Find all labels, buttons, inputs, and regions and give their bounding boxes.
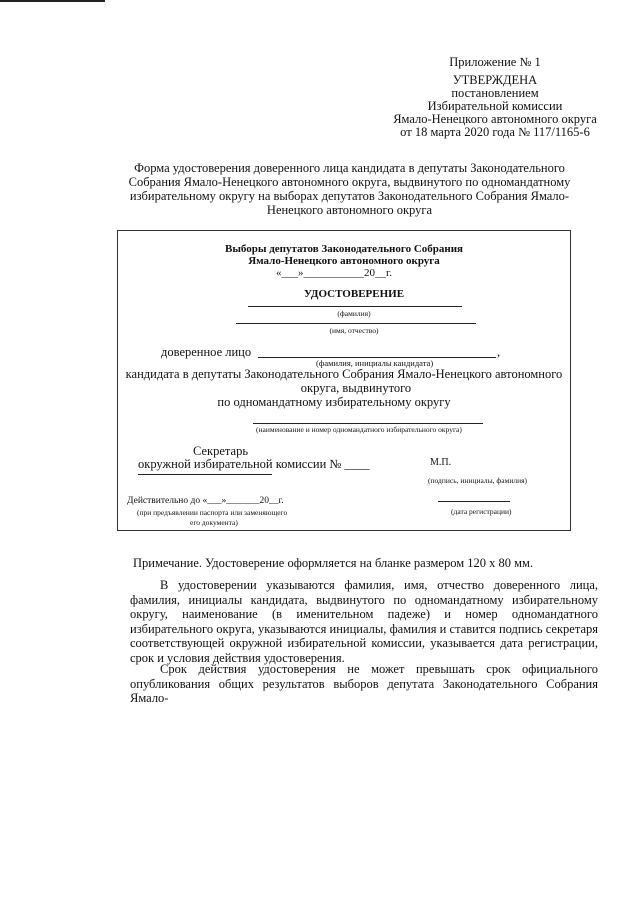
trusted-person-label: доверенное лицо: [161, 345, 252, 359]
passport-caption-2: его документа): [190, 518, 238, 527]
candidate-line2: округа, выдвинутого: [300, 381, 412, 395]
valid-until-line: Действительно до «___»_______20__г.: [127, 496, 284, 506]
commission-label: Избирательной комиссии: [427, 99, 563, 113]
approved-label: УТВЕРЖДЕНА: [452, 73, 538, 87]
reg-date-line: [438, 501, 510, 502]
candidate-caption: (фамилия, инициалы кандидата): [316, 358, 434, 368]
candidate-line3: по одномандатному избирательному округу: [217, 395, 451, 409]
card-date-line: «___»___________20__г.: [275, 267, 393, 279]
name-line: [236, 323, 476, 324]
district-line: [253, 423, 483, 424]
secretary-line: [138, 474, 272, 475]
card-title-line1: Выборы депутатов Законодательного Собрания: [224, 243, 464, 255]
name-caption: (имя, отчество): [329, 326, 379, 335]
decree-label: постановлением: [451, 86, 539, 100]
trusted-person-comma: ,: [497, 345, 501, 359]
seal-mp: М.П.: [430, 457, 452, 468]
candidate-line1: кандидата в депутаты Законодательного Собрания Ямало-Ненецкого автономного: [125, 367, 563, 381]
paragraph-validity-term: Срок действия удостоверения не может превышать срок официального опубликования общих результатов выборов депутата Законодательного Собрания Ямало-: [130, 662, 598, 705]
commission-number-line: окружной избирательной комиссии № ____: [138, 457, 370, 471]
size-note: Примечание. Удостоверение оформляется на бланке размером 120 х 80 мм.: [133, 556, 534, 570]
card-title-line2: Ямало-Ненецкого автономного округа: [248, 255, 440, 267]
surname-line: [248, 306, 462, 307]
paragraph-content-requirements: В удостоверении указываются фамилия, имя, отчество доверенного лица, фамилия, инициалы кандидата, выдвинутого по одномандатному избирательному округу, наименование (в именительном падеже) и номер одномандатного избирательного округа, указываются инициалы, фамилия и ставится подпись секретаря соответствующей окружной избирательной комиссии, указывается дата регистрации, срок и условия действия удостоверения.: [130, 578, 598, 665]
form-title: Форма удостоверения доверенного лица кандидата в депутаты Законодательного Собрания Ямало-Ненецкого автономного округа, выдвинутого по одномандатному избирательному округу на выборах депутатов Законодательного Собрания Ямало-Ненецкого автономного округа: [128, 161, 571, 217]
passport-caption-1: (при предъявлении паспорта или заменяющего: [137, 508, 288, 517]
okrug-label: Ямало-Ненецкого автономного округа: [393, 112, 597, 126]
signature-caption: (подпись, инициалы, фамилия): [428, 476, 528, 485]
district-caption: (наименование и номер одномандатного избирательного округа): [256, 425, 462, 434]
surname-caption: (фамилия): [337, 309, 371, 318]
appendix-label: Приложение № 1: [449, 55, 541, 69]
scan-edge-line: [0, 0, 105, 2]
reg-date-caption: (дата регистрации): [451, 507, 512, 516]
secretary-label: Секретарь: [193, 444, 249, 458]
card-heading: УДОСТОВЕРЕНИЕ: [303, 288, 405, 300]
certificate-card: [117, 230, 571, 531]
decree-date-number: от 18 марта 2020 года № 117/1165-6: [400, 125, 590, 139]
